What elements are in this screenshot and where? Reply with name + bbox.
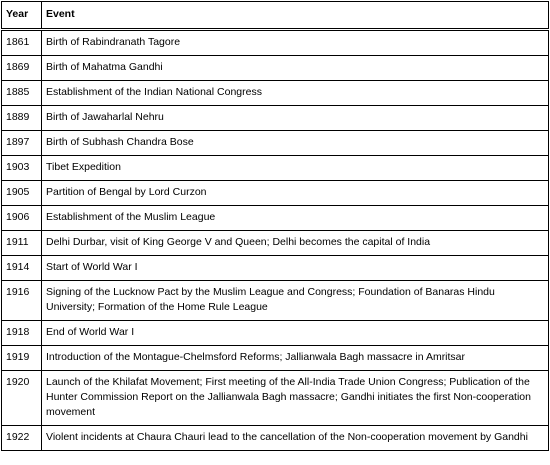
event-cell: Violent incidents at Chaura Chauri lead to the cancellation of the Non-cooperation movement by Gandhi <box>42 426 549 451</box>
year-cell: 1918 <box>2 321 42 346</box>
table-row <box>2 106 549 131</box>
table-row <box>2 231 549 256</box>
year-cell: 1914 <box>2 256 42 281</box>
event-cell: Establishment of the Indian National Congress <box>42 81 549 106</box>
event-cell: Birth of Mahatma Gandhi <box>42 56 549 81</box>
year-cell: 1861 <box>2 30 42 56</box>
event-cell: Partition of Bengal by Lord Curzon <box>42 181 549 206</box>
timeline-table-container <box>1 1 548 451</box>
event-cell: Launch of the Khilafat Movement; First meeting of the All-India Trade Union Congress; Publication of the Hunter Commission Report on the Jallianwala Bagh massacre; Gandhi initiates the first Non-cooperation movement <box>42 371 549 426</box>
table-row <box>2 256 549 281</box>
year-cell: 1919 <box>2 346 42 371</box>
event-column-header: Event <box>42 2 549 30</box>
event-cell: Establishment of the Muslim League <box>42 206 549 231</box>
event-cell: Tibet Expedition <box>42 156 549 181</box>
year-cell: 1916 <box>2 281 42 321</box>
year-cell: 1906 <box>2 206 42 231</box>
table-row <box>2 206 549 231</box>
table-row <box>2 426 549 451</box>
event-cell: Delhi Durbar, visit of King George V and Queen; Delhi becomes the capital of India <box>42 231 549 256</box>
table-row <box>2 30 549 56</box>
year-cell: 1903 <box>2 156 42 181</box>
year-cell: 1920 <box>2 371 42 426</box>
year-cell: 1889 <box>2 106 42 131</box>
year-cell: 1885 <box>2 81 42 106</box>
event-cell: Birth of Jawaharlal Nehru <box>42 106 549 131</box>
event-cell: Birth of Subhash Chandra Bose <box>42 131 549 156</box>
table-row <box>2 131 549 156</box>
event-cell: Signing of the Lucknow Pact by the Muslim League and Congress; Foundation of Banaras Hindu University; Formation of the Home Rule League <box>42 281 549 321</box>
table-row <box>2 181 549 206</box>
year-cell: 1911 <box>2 231 42 256</box>
table-row <box>2 56 549 81</box>
table-row <box>2 81 549 106</box>
year-cell: 1897 <box>2 131 42 156</box>
table-row <box>2 371 549 426</box>
year-cell: 1869 <box>2 56 42 81</box>
event-cell: Introduction of the Montague-Chelmsford Reforms; Jallianwala Bagh massacre in Amritsar <box>42 346 549 371</box>
event-cell: End of World War I <box>42 321 549 346</box>
year-cell: 1905 <box>2 181 42 206</box>
event-cell: Birth of Rabindranath Tagore <box>42 30 549 56</box>
table-row <box>2 156 549 181</box>
timeline-table <box>1 1 549 451</box>
year-cell: 1922 <box>2 426 42 451</box>
table-row <box>2 281 549 321</box>
header-row <box>2 2 549 30</box>
event-cell: Start of World War I <box>42 256 549 281</box>
year-column-header: Year <box>2 2 42 30</box>
table-row <box>2 346 549 371</box>
table-row <box>2 321 549 346</box>
